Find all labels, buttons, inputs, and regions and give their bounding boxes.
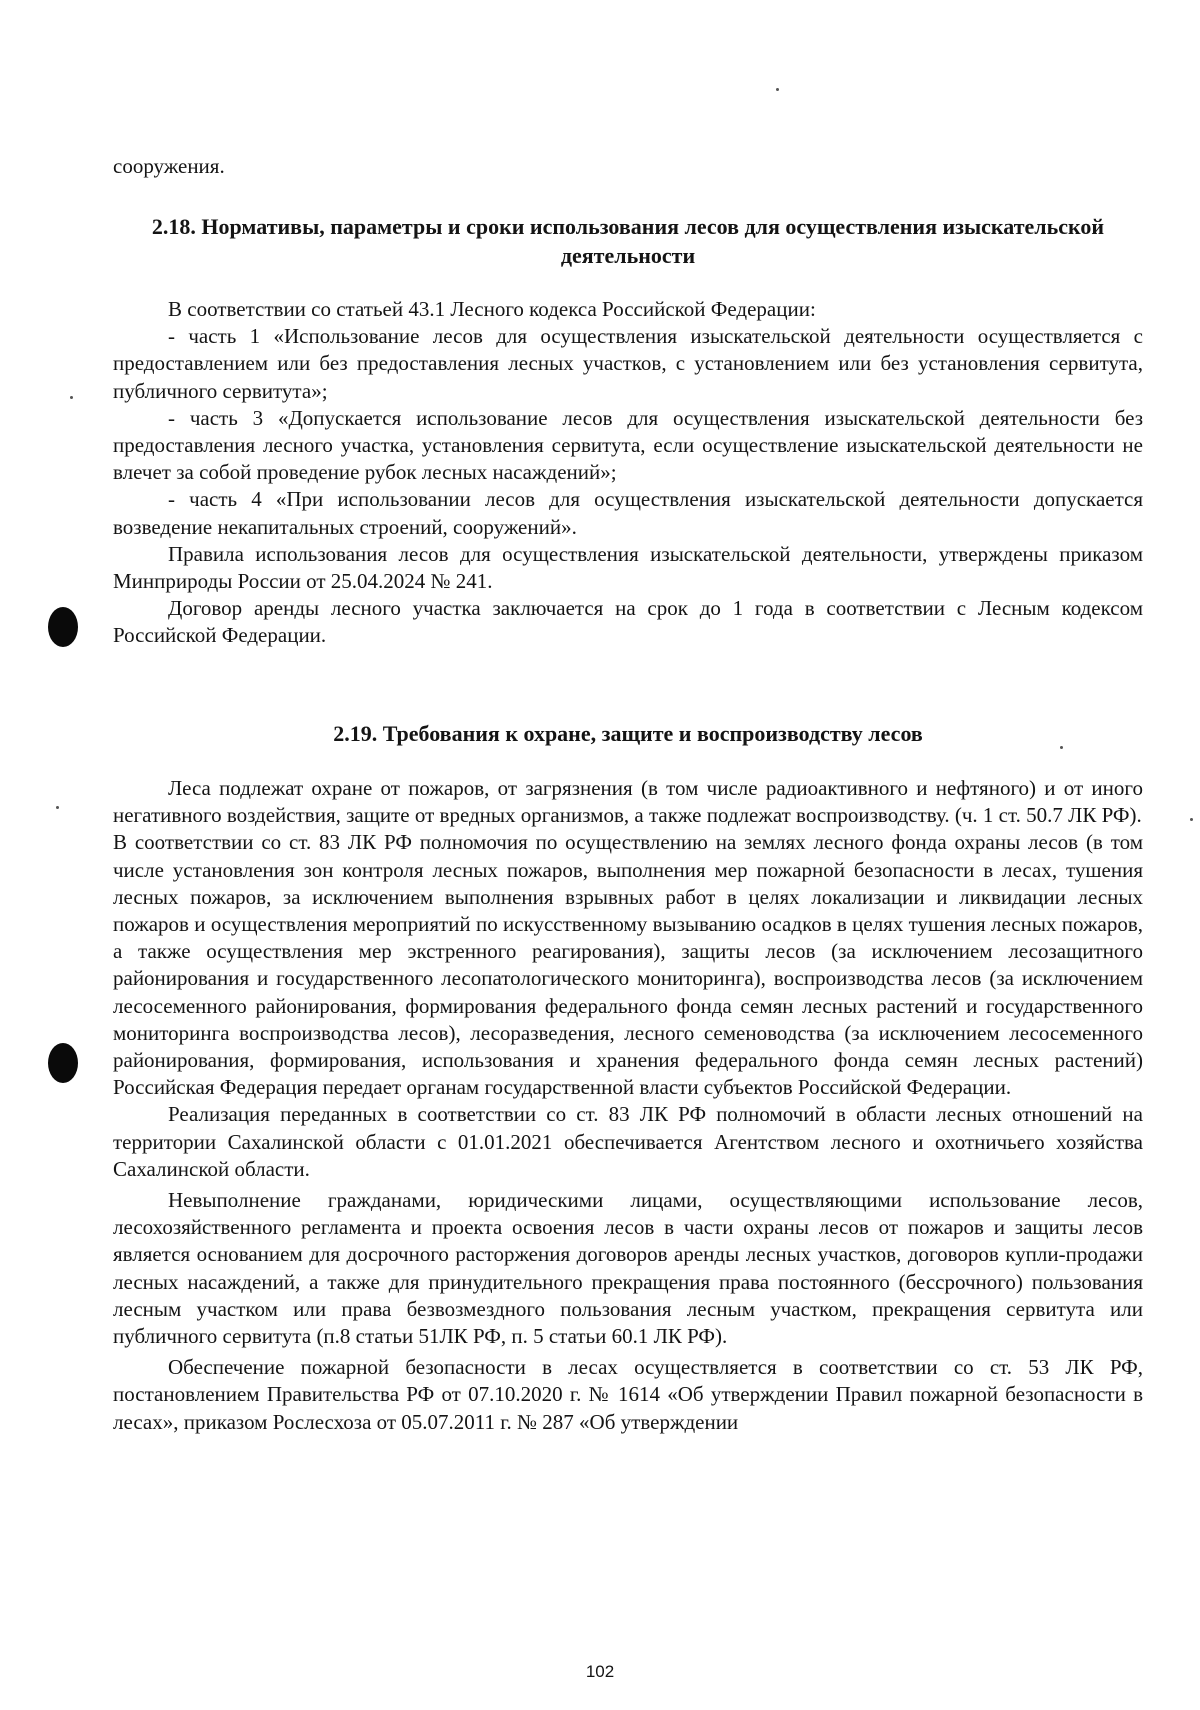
- section-body-2-19: [113, 775, 1143, 1436]
- paragraph: - часть 1 «Использование лесов для осуществления изыскательской деятельности осуществляется с предоставлением или без предоставления лесных участков, с установлением или без установления сервитута, публичного сервитута»;: [113, 324, 1143, 403]
- paragraph: Невыполнение гражданами, юридическими лицами, осуществляющими использование лесов, лесохозяйственного регламента и проекта освоения лесов в части охраны лесов от пожаров и защиты лесов является основанием для досрочного расторжения договоров аренды лесных участков, договоров купли-продажи лесных насаждений, а также для принудительного прекращения права постоянного (бессрочного) пользования лесным участком или права безвозмездного пользования лесным участком, прекращения сервитута или публичного сервитута (п.8 статьи 51ЛК РФ, п. 5 статьи 60.1 ЛК РФ).: [113, 1188, 1143, 1349]
- paragraph: Обеспечение пожарной безопасности в лесах осуществляется в соответствии со ст. 53 ЛК РФ, постановлением Правительства РФ от 07.10.2020 г. № 1614 «Об утверждении Правил пожарной безопасности в лесах», приказом Рослесхоза от 05.07.2011 г. № 287 «Об утверждении: [113, 1355, 1143, 1434]
- paragraph: сооружения.: [113, 154, 225, 178]
- punch-hole-lower: [48, 1043, 78, 1083]
- section-heading-2-18: 2.18. Нормативы, параметры и сроки использования лесов для осуществления изыскательской деятельности: [151, 214, 1105, 268]
- scan-speck: [1190, 818, 1193, 821]
- section-heading-2-19: 2.19. Требования к охране, защите и воспроизводству лесов: [333, 721, 923, 746]
- paragraph: Правила использования лесов для осуществления изыскательской деятельности, утверждены приказом Минприроды России от 25.04.2024 № 241.: [113, 541, 1143, 594]
- paragraph: Леса подлежат охране от пожаров, от загрязнения (в том числе радиоактивного и нефтяного) и от иного негативного воздействия, защите от вредных организмов, а также подлежат воспроизводству. (ч. 1 ст. 50.7 ЛК РФ).: [113, 776, 1143, 828]
- scan-speck: [776, 88, 779, 91]
- page-number: 102: [585, 1662, 615, 1681]
- paragraph: Реализация переданных в соответствии со ст. 83 ЛК РФ полномочий в области лесных отношений на территории Сахалинской области с 01.01.2021 обеспечивается Агентством лесного и охотничьего хозяйства Сахалинской области.: [113, 1102, 1143, 1181]
- section-body-2-18: [113, 296, 1143, 650]
- punch-hole-upper: [48, 607, 78, 647]
- paragraph: Договор аренды лесного участка заключается на срок до 1 года в соответствии с Лесным кодексом Российской Федерации.: [113, 596, 1143, 648]
- paragraph: - часть 4 «При использовании лесов для осуществления изыскательской деятельности допускается возведение некапитальных строений, сооружений».: [113, 487, 1143, 539]
- scan-speck: [70, 396, 73, 399]
- paragraph: В соответствии со ст. 83 ЛК РФ полномочия по осуществлению на землях лесного фонда охраны лесов (в том числе установления зон контроля лесных пожаров, выполнения мер пожарной безопасности в лесах, тушения лесных пожаров, за исключением выполнения взрывных работ в целях локализации и ликвидации лесных пожаров и осуществления мероприятий по искусственному вызыванию осадков в целях тушения лесных пожаров, а также осуществления мер экстренного реагирования), защиты лесов (за исключением лесозащитного районирования и государственного лесопатологического мониторинга), воспроизводства лесов (за исключением лесосеменного районирования, формирования федерального фонда семян лесных растений и государственного мониторинга воспроизводства лесов), лесоразведения, лесного семеноводства (за исключением лесосеменного районирования, формирования, использования и хранения федерального фонда семян лесных растений) Российская Федерация передает органам государственной власти субъектов Российской Федерации.: [113, 830, 1143, 1100]
- carryover-fragment: [113, 153, 1143, 180]
- paragraph: В соответствии со статьей 43.1 Лесного кодекса Российской Федерации:: [168, 297, 816, 321]
- scan-speck: [56, 806, 59, 809]
- paragraph: - часть 3 «Допускается использование лесов для осуществления изыскательской деятельности без предоставления лесного участка, установления сервитута, если осуществление изыскательской деятельности не влечет за собой проведение рубок лесных насаждений»;: [113, 405, 1143, 485]
